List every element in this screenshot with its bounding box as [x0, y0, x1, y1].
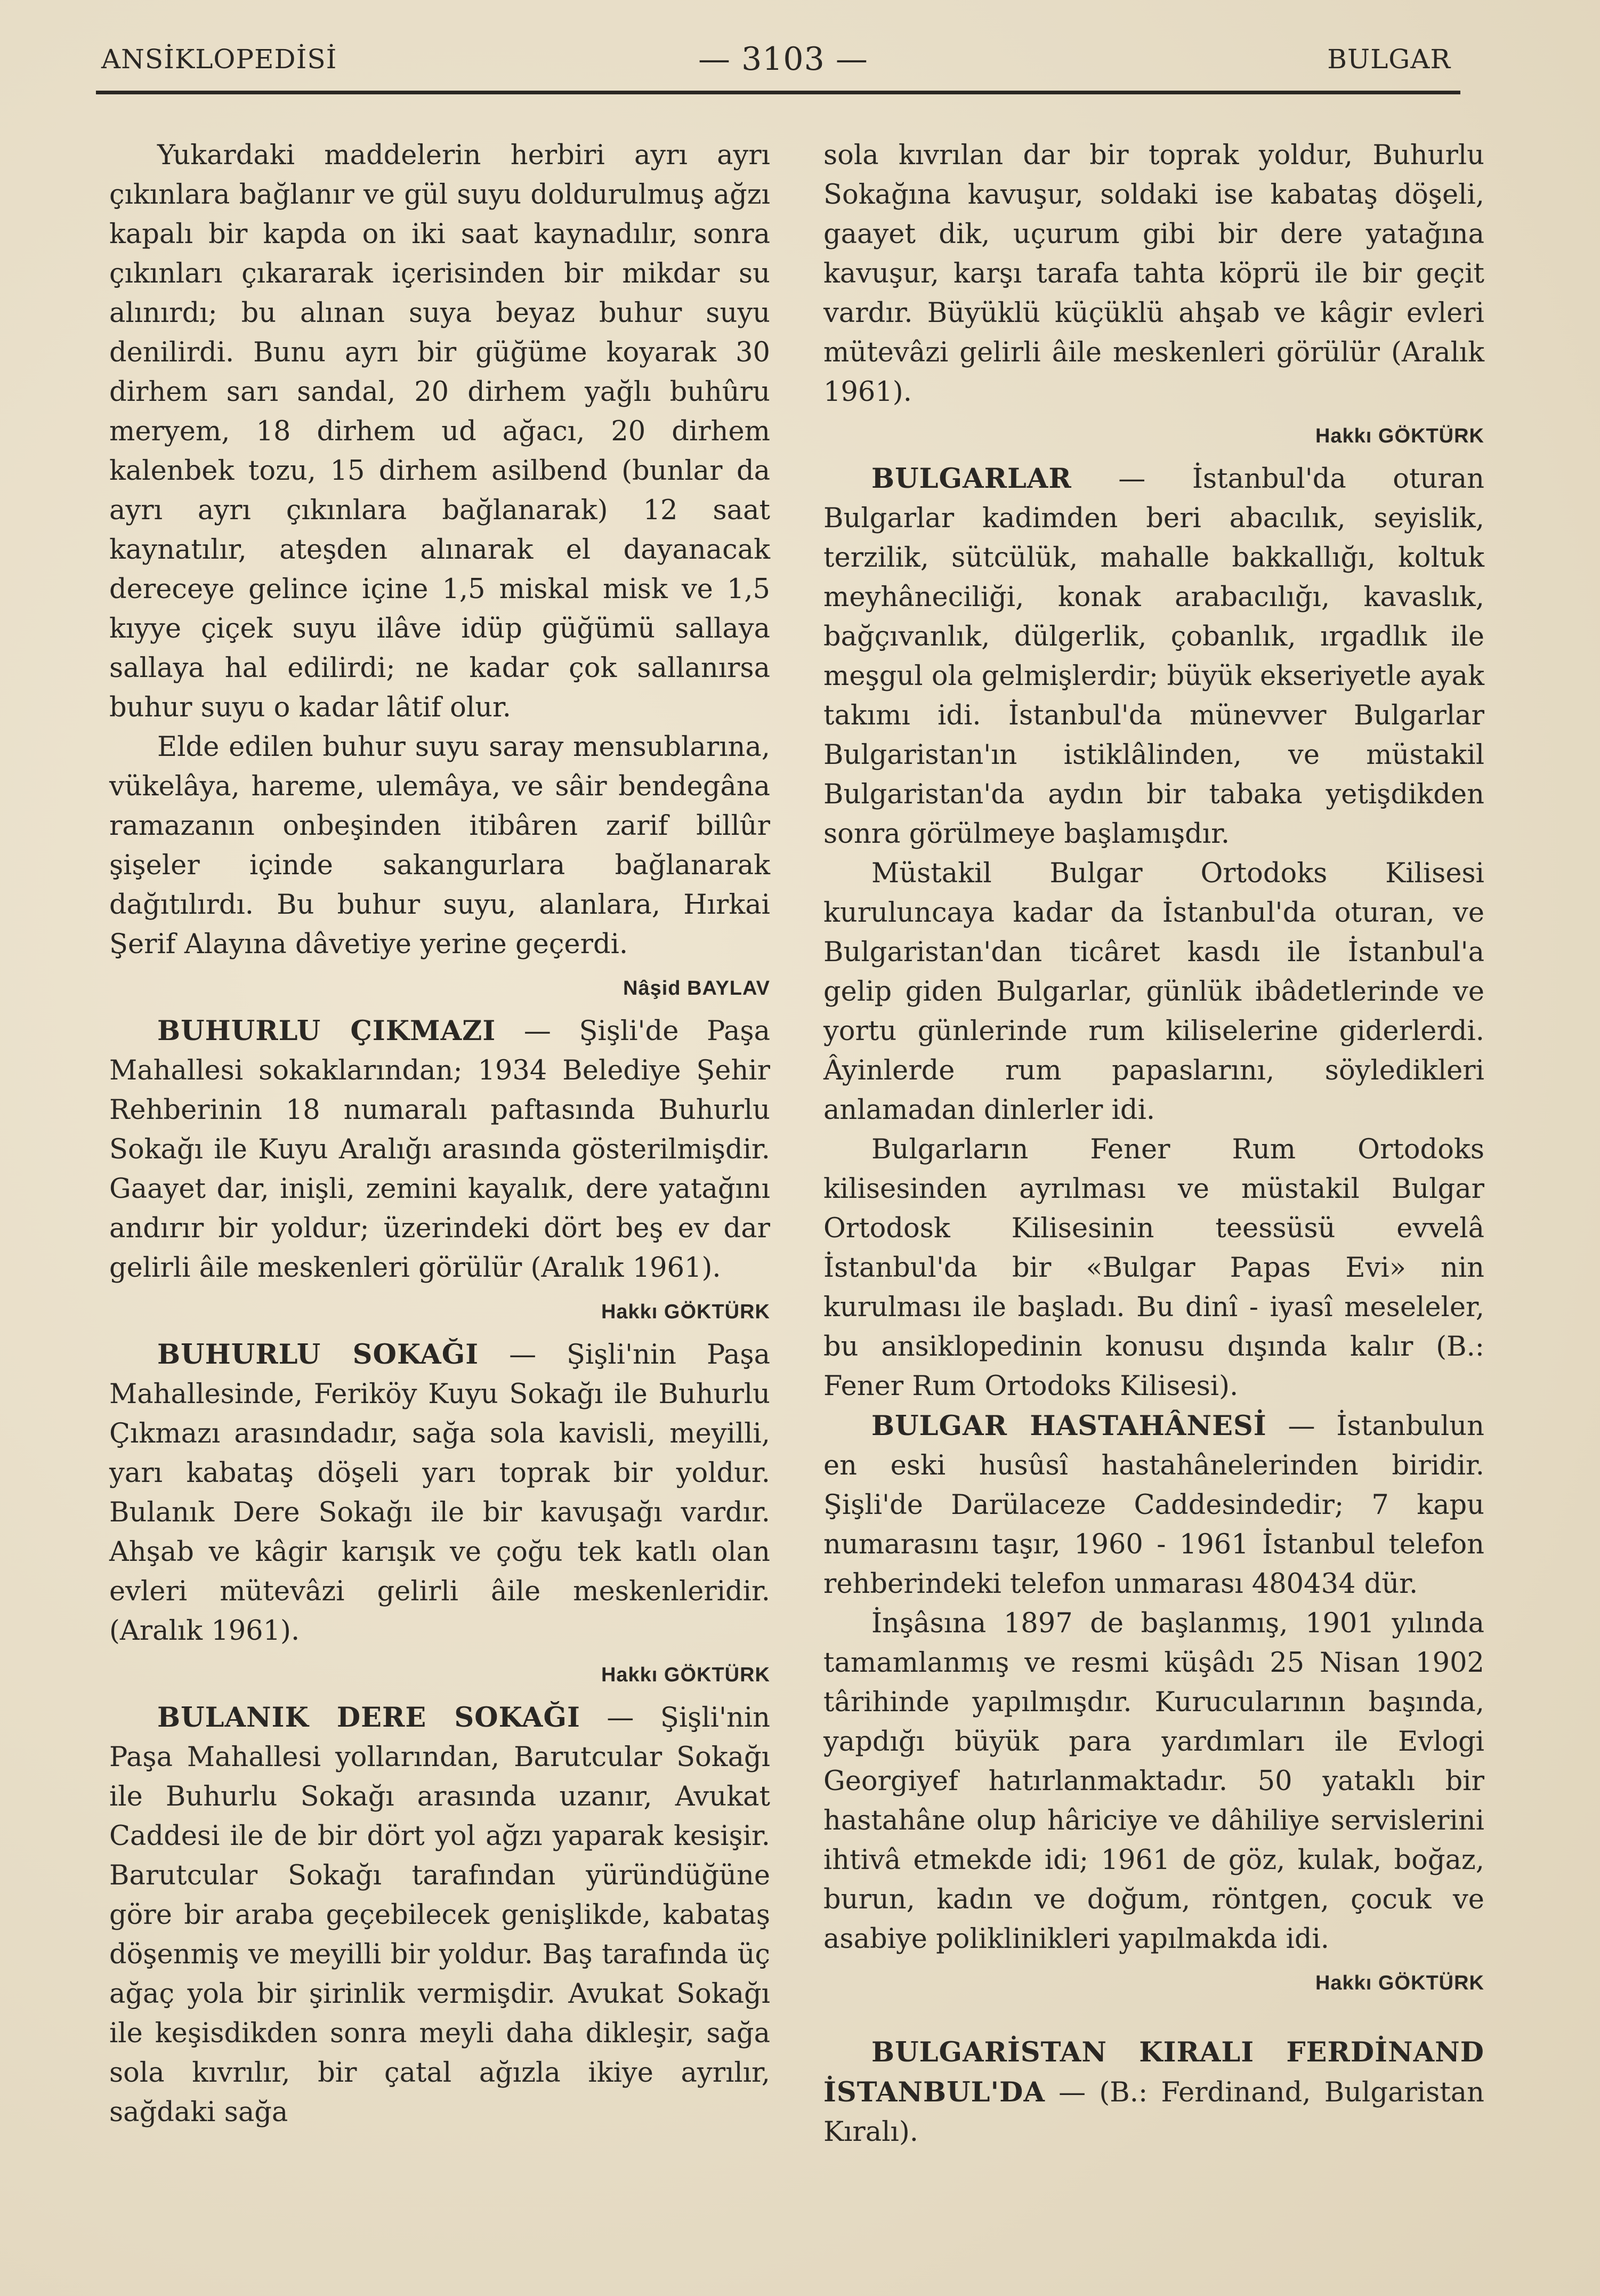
- entry-headword: BULGARİSTAN KIRALI FERDİNAND İSTANBUL'DA: [823, 2036, 1484, 2108]
- entry-headword: BULANIK DERE SOKAĞI: [157, 1702, 580, 1734]
- author-signature: Hakkı GÖKTÜRK: [1315, 1972, 1484, 1994]
- entry-text: — İstanbul'da oturan Bulgarlar kadimden beri abacılık, seyislik, terzilik, sütcülük, mahalle bakkallığı, koltuk meyhâneciliği, konak arabacılığı, kavaslık, bağçıvanlık, dülgerlik, çobanlık, ırgadlık ile meşgul ola gelmişlerdir; büyük ekseriyetle ayak takımı idi. İstanbul'da münevver Bulgarlar Bulgaristan'ın istiklâlinden, ve müstakil Bulgaristan'da aydın bir tabaka yetişdikden sonra görülmeye başlamışdır.: [823, 463, 1484, 850]
- entry-headword: BUHURLU SOKAĞI: [157, 1339, 479, 1371]
- entry-text: — Şişli'de Paşa Mahallesi sokaklarından; 1934 Belediye Şehir Rehberinin 18 numaralı paftasında Buhurlu Sokağı ile Kuyu Aralığı arasında gösterilmişdir. Gaayet dar, inişli, zemini kayalık, dere yatağını andırır bir yoldur; üzerindeki dört beş ev dar gelirli âile meskenleri görülür (Aralık 1961).: [109, 1016, 770, 1284]
- entry-bulgar-hastahanesi: [823, 1406, 1484, 1604]
- left-column: [109, 136, 770, 2132]
- entry-headword: BUHURLU ÇIKMAZI: [157, 1015, 496, 1047]
- right-column: [823, 136, 1484, 2152]
- entry-text: — (B.: Ferdinand, Bulgaristan Kıralı).: [823, 2077, 1484, 2148]
- entry-headword: BULGARLAR: [871, 463, 1072, 495]
- page-number: — 3103 —: [698, 41, 868, 78]
- paragraph: Yukardaki maddelerin herbiri ayrı ayrı çıkınlara bağlanır ve gül suyu doldurulmuş ağzı kapalı bir kapda on iki saat kaynadılır, sonra çıkınları çıkararak içerisinden bir mikdar su alınırdı; bu alınan suya beyaz buhur suyu denilirdi. Bunu ayrı bir güğüme koyarak 30 dirhem sarı sandal, 20 dirhem yağlı buhûru meryem, 18 dirhem ud ağacı, 20 dirhem kalenbek tozu, 15 dirhem asilbend (bunlar da ayrı ayrı çıkınlara bağlanarak) 12 saat kaynatılır, ateşden alınarak el dayanacak dereceye gelince içine 1,5 miskal misk ve 1,5 kıyye çiçek suyu ilâve idüp güğümü sallaya sallaya hal edilirdi; ne kadar çok sallanırsa buhur suyu o kadar lâtif olur.: [109, 140, 770, 723]
- running-header-right: BULGAR: [1327, 44, 1451, 75]
- entry-text: — Şişli'nin Paşa Mahallesi yollarından, Barutcular Sokağı ile Buhurlu Sokağı arasında uzanır, Avukat Caddesi ile de bir dört yol ağzı yaparak kesişir. Barutcular Sokağı tarafından yüründüğüne göre bir araba geçebilecek genişlikde, kabataş döşenmiş ve meyilli bir yoldur. Baş tarafında üç ağaç yola bir şirinlik vermişdir. Avukat Sokağı ile keşisdikden sonra meyli daha dikleşir, sağa sola kıvrılır, bir çatal ağızla ikiye ayrılır, sağdaki sağa: [109, 1702, 770, 2128]
- author-signature: Nâşid BAYLAV: [623, 977, 770, 1000]
- paragraph: Elde edilen buhur suyu saray mensublarına, vükelâya, hareme, ulemâya, ve sâir bendegâna ramazanın onbeşinden itibâren zarif billûr şişeler içinde sakangurlara bağlanarak dağıtılırdı. Bu buhur suyu, alanlara, Hırkai Şerif Alayına dâvetiye yerine geçerdi.: [109, 731, 770, 960]
- paragraph: sola kıvrılan dar bir toprak yoldur, Buhurlu Sokağına kavuşur, soldaki ise kabataş döşeli, gaayet dik, uçurum gibi bir dere yatağına kavuşur, karşı tarafa tahta köprü ile bir geçit vardır. Büyüklü küçüklü ahşab ve kâgir evleri mütevâzi gelirli âile meskenleri görülür (Aralık 1961).: [823, 140, 1484, 408]
- entry-text: — Şişli'nin Paşa Mahallesinde, Feriköy Kuyu Sokağı ile Buhurlu Çıkmazı arasındadır, sağa sola kavisli, meyilli, yarı kabataş döşeli yarı toprak bir yoldur. Bulanık Dere Sokağı ile bir kavuşağı vardır. Ahşab ve kâgir karışık ve çoğu tek katlı olan evleri mütevâzi gelirli âile meskenleridir. (Aralık 1961).: [109, 1339, 770, 1647]
- entry-bulgarlar: [823, 459, 1484, 854]
- author-signature: Hakkı GÖKTÜRK: [601, 1301, 770, 1323]
- paragraph: Müstakil Bulgar Ortodoks Kilisesi kuruluncaya kadar da İstanbul'da oturan, ve Bulgaristan'dan ticâret kasdı ile İstanbul'a gelip giden Bulgarlar, günlük ibâdetlerinde ve yortu günlerinde rum kiliselerine giderlerdi. Âyinlerde rum papaslarını, söyledikleri anlamadan dinlerler idi.: [823, 858, 1484, 1126]
- header-rule: [96, 91, 1460, 94]
- paragraph: İnşâsına 1897 de başlanmış, 1901 yılında tamamlanmış ve resmi küşâdı 25 Nisan 1902 târihinde yapılmışdır. Kurucularının başında, yapdığı büyük para yardımları ile Evlogi Georgiyef hatırlanmaktadır. 50 yataklı bir hastahâne olup hâriciye ve dâhiliye servislerini ihtivâ etmekde idi; 1961 de göz, kulak, boğaz, burun, kadın ve doğum, röntgen, çocuk ve asabiye poliklinikleri yapılmakda idi.: [823, 1608, 1484, 1955]
- entry-headword: BULGAR HASTAHÂNESİ: [871, 1410, 1267, 1442]
- author-signature: Hakkı GÖKTÜRK: [1315, 425, 1484, 447]
- entry-bulanik-dere-sokagi: [109, 1698, 770, 2132]
- entry-buhurlu-sokagi: [109, 1335, 770, 1651]
- entry-text: — İstanbulun en eski husûsî hastahânelerinden biridir. Şişli'de Darülaceze Caddesindedir; 7 kapu numarasını taşır, 1960 - 1961 İstanbul telefon rehberindeki telefon unmarası 480434 dür.: [823, 1411, 1484, 1600]
- running-header-left: ANSİKLOPEDİSİ: [101, 44, 337, 75]
- entry-bulgaristan-krali: [823, 2033, 1484, 2152]
- entry-buhurlu-cikmazi: [109, 1011, 770, 1288]
- paragraph: Bulgarların Fener Rum Ortodoks kilisesinden ayrılması ve müstakil Bulgar Ortodosk Kilisesinin teessüsü evvelâ İstanbul'da bir «Bulgar Papas Evi» nin kurulması ile başladı. Bu dinî - iyasî meseleler, bu ansiklopedinin konusu dışında kalır (B.: Fener Rum Ortodoks Kilisesi).: [823, 1134, 1484, 1402]
- author-signature: Hakkı GÖKTÜRK: [601, 1664, 770, 1686]
